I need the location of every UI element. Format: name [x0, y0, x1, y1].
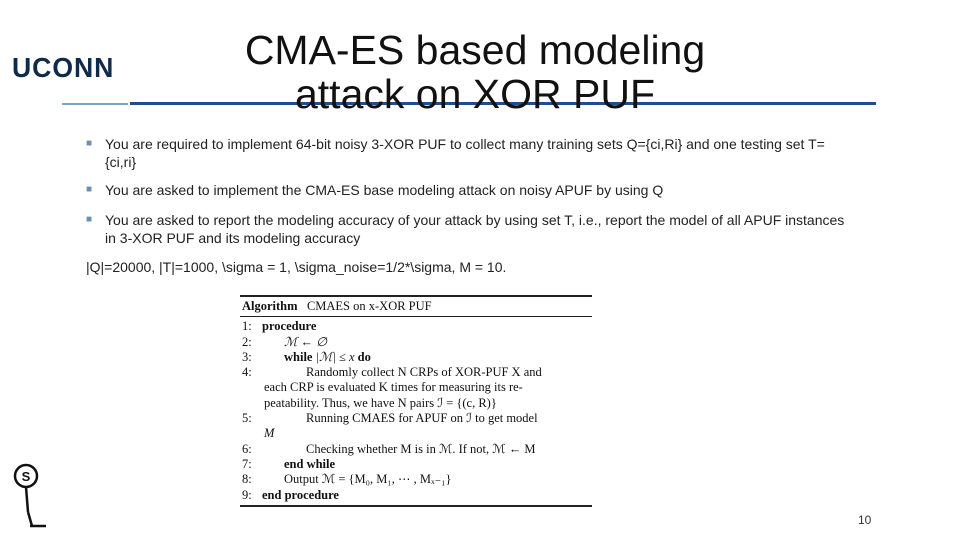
algorithm-header [240, 297, 592, 316]
algo-line: M [264, 426, 275, 441]
uconn-logo: UCONN [12, 52, 115, 83]
algo-line: 9: end procedure [242, 487, 339, 502]
algo-line: 5: Running CMAES for APUF on ℐ to get model [242, 411, 538, 426]
algo-line: 8: Output ℳ = {M₀, M₁, ⋯ , Mₓ₋₁} [242, 472, 452, 487]
algo-line: 2: ℳ ← ∅ [242, 334, 328, 349]
algo-line: peatability. Thus, we have N pairs ℐ = {(c, R)} [264, 395, 497, 410]
algo-line: 7: end while [242, 456, 336, 471]
bullet-square-icon: ■ [86, 184, 93, 195]
title-rule-accent [62, 103, 128, 105]
algo-line: each CRP is evaluated K times for measuring its re- [264, 380, 523, 395]
title-line-2: attack on XOR PUF [294, 71, 655, 117]
slide-title [190, 28, 760, 116]
algo-line: 3: while |ℳ| ≤ x do [242, 349, 371, 364]
bullet-text: You are asked to report the modeling accuracy of your attack by using set T, i.e., report the model of all APUF instances in 3-XOR PUF and its modeling accuracy [105, 212, 845, 246]
bullet-item [86, 181, 846, 199]
bullet-text: You are required to implement 64-bit noisy 3-XOR PUF to collect many training sets Q={ci,Ri} and one testing set T={ci,ri} [105, 136, 825, 170]
algorithm-box [240, 295, 592, 505]
bullet-item [86, 135, 846, 171]
algo-line: 1: procedure [242, 319, 317, 334]
algo-line: 4: Randomly collect N CRPs of XOR-PUF X and [242, 365, 542, 380]
parameters-text: |Q|=20000, |T|=1000, \sigma = 1, \sigma_noise=1/2*\sigma, M = 10. [86, 259, 507, 275]
jonathan-husky-mascot-icon [10, 460, 46, 530]
bullet-list [86, 135, 846, 247]
title-line-1: CMA-ES based modeling [244, 27, 706, 73]
bullet-text: You are asked to implement the CMA-ES base modeling attack on noisy APUF by using Q [105, 182, 664, 198]
algorithm-label: Algorithm [242, 299, 298, 313]
page-number: 10 [858, 513, 872, 527]
bullet-square-icon: ■ [86, 214, 93, 225]
algo-line: 6: Checking whether M is in ℳ. If not, ℳ ← M [242, 441, 536, 456]
algorithm-caption: CMAES on x-XOR PUF [306, 299, 432, 313]
bullet-item [86, 211, 846, 247]
bullet-square-icon: ■ [86, 138, 93, 149]
svg-text:S: S [21, 469, 31, 484]
